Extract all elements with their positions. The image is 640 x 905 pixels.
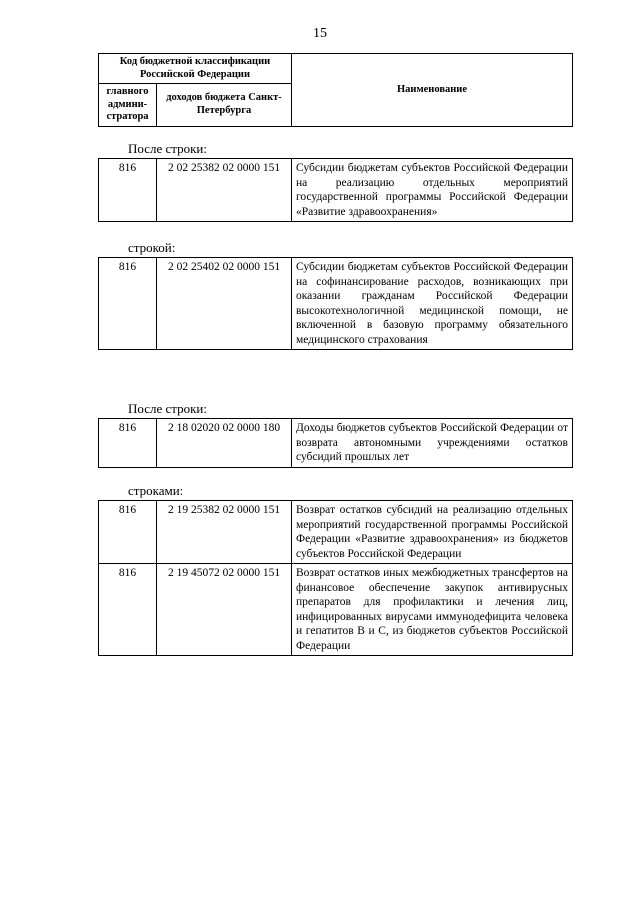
section-label: строками: [128,483,184,498]
admin-code: 816 [99,258,157,350]
admin-code: 816 [99,564,157,656]
admin-code: 816 [99,159,157,222]
section-table [98,257,573,350]
header-admin-column: главного админи-стратора [99,84,157,127]
table-row [99,419,573,468]
section-label: После строки: [128,141,207,156]
budget-code: 2 19 25382 02 0000 151 [157,501,292,564]
header-code-column: доходов бюджета Санкт-Петербурга [157,84,292,127]
admin-code: 816 [99,501,157,564]
budget-code: 2 02 25382 02 0000 151 [157,159,292,222]
page-number: 15 [313,26,327,41]
budget-code: 2 19 45072 02 0000 151 [157,564,292,656]
section-table [98,158,573,222]
header-name-column: Наименование [292,54,573,127]
header-table [98,53,573,127]
section-label: строкой: [128,240,176,255]
item-name: Субсидии бюджетам субъектов Российской Федерации на реализацию отдельных мероприятий государственной программы Российской Федерации «Развитие здравоохранения» [292,159,573,222]
admin-code: 816 [99,419,157,468]
header-group: Код бюджетной классификации Российской Федерации [99,54,292,84]
item-name: Субсидии бюджетам субъектов Российской Федерации на софинансирование расходов, возникающих при оказании гражданам Российской Федерации высокотехнологичной медицинской помощи, не включенной в базовую программу обязательного медицинского страхования [292,258,573,350]
budget-code: 2 18 02020 02 0000 180 [157,419,292,468]
section-table [98,500,573,656]
table-row [99,159,573,222]
table-row [99,564,573,656]
item-name: Доходы бюджетов субъектов Российской Федерации от возврата автономными учреждениями остатков субсидий прошлых лет [292,419,573,468]
item-name: Возврат остатков иных межбюджетных трансфертов на финансовое обеспечение закупок антивирусных препаратов для профилактики и лечения лиц, инфицированных вирусами иммунодефицита человека и гепатитов В и С, из бюджетов субъектов Российской Федерации [292,564,573,656]
budget-code: 2 02 25402 02 0000 151 [157,258,292,350]
section-table [98,418,573,468]
item-name: Возврат остатков субсидий на реализацию отдельных мероприятий государственной программы Российской Федерации «Развитие здравоохранения» из бюджетов субъектов Российской Федерации [292,501,573,564]
section-label: После строки: [128,401,207,416]
table-row [99,501,573,564]
table-row [99,258,573,350]
